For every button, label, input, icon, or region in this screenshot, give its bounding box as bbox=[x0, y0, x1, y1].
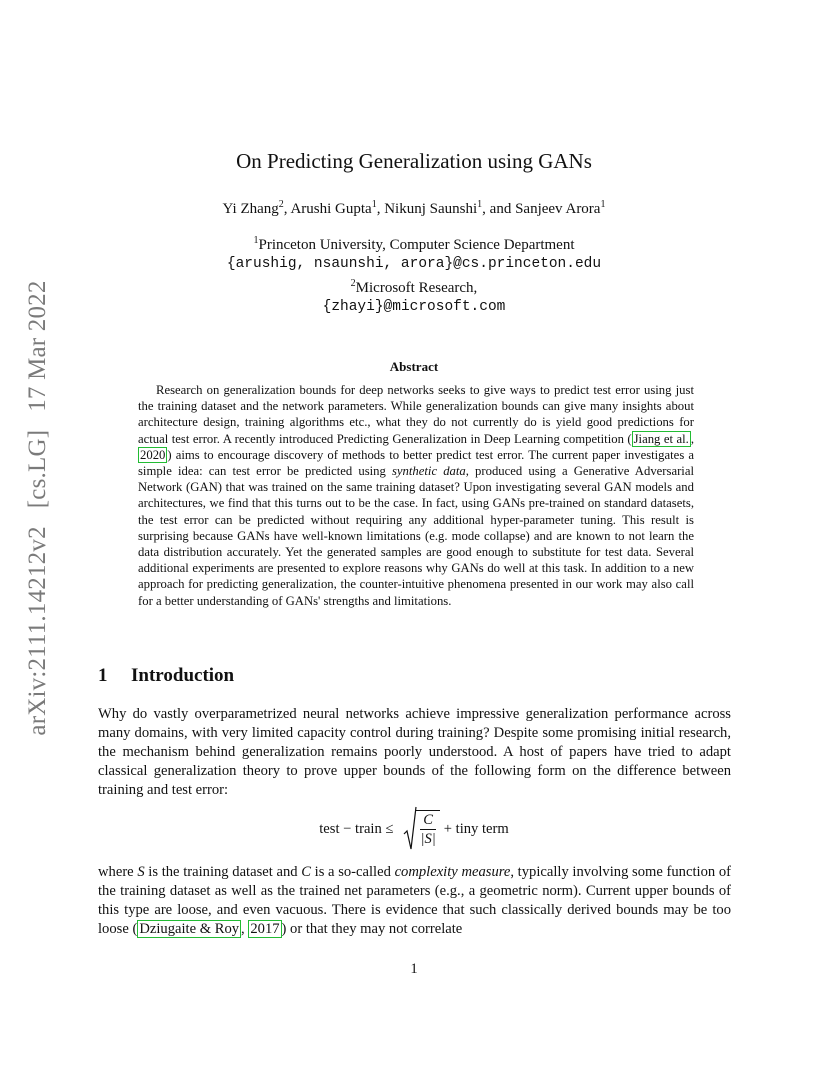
citation-author: Dziugaite & Roy bbox=[139, 921, 240, 937]
equation-rhs: + tiny term bbox=[443, 820, 509, 837]
citation-link[interactable] bbox=[137, 920, 241, 938]
abstract-emphasis: synthetic data bbox=[391, 464, 466, 479]
author-name: Nikunj Saunshi bbox=[384, 201, 478, 217]
intro-paragraph bbox=[98, 863, 731, 939]
paragraph-text: is the training dataset and bbox=[144, 864, 302, 880]
arxiv-date: 17 Mar 2022 bbox=[24, 280, 51, 412]
fraction-numerator: C bbox=[423, 812, 433, 828]
citation-year: 2017 bbox=[250, 921, 280, 937]
paragraph-text: where bbox=[98, 864, 138, 880]
section-title: Introduction bbox=[131, 665, 235, 686]
author-list bbox=[0, 199, 828, 218]
equation-lhs: test − train ≤ bbox=[319, 820, 394, 837]
citation-author: Jiang et al. bbox=[633, 431, 689, 446]
paragraph-text: is a so-called bbox=[310, 864, 395, 880]
sqrt-sign-icon bbox=[403, 806, 417, 852]
affiliations bbox=[0, 231, 828, 317]
fraction bbox=[416, 810, 439, 848]
arxiv-id[interactable]: arXiv:2111.14212v2 bbox=[24, 526, 51, 736]
fraction-denominator: |S| bbox=[420, 831, 436, 847]
abstract-text: ) aims to encourage discovery of methods to better predict test error. The current paper investigates a simple idea: can test error be predicted using bbox=[138, 447, 694, 479]
author-separator: , and bbox=[482, 201, 516, 217]
author-affil-mark: 1 bbox=[600, 199, 606, 210]
section-number: 1 bbox=[98, 665, 108, 686]
citation-sep: , bbox=[690, 431, 694, 446]
affil-mark: 1 bbox=[253, 235, 259, 246]
page-number: 1 bbox=[410, 961, 418, 977]
paragraph-text: , typically involving some function of the training dataset as well as the trained net parameters (e.g., a geometric norm). Current upper bounds of this type are loose, and even vacuous. There is evidence that such classically derived bounds may be too loose ( bbox=[98, 864, 731, 937]
arxiv-stamp bbox=[24, 280, 52, 735]
sqrt-term bbox=[403, 806, 439, 852]
affil-name: Microsoft Research, bbox=[355, 280, 478, 296]
abstract-text: , produced using a Generative Adversarial Network (GAN) that was trained on the same training dataset? Upon investigating several GAN models and architectures, we find that this turns out to be the case. In fact, using GANs pre-trained on standard datasets, the test error can be predicted without requiring any additional hyper-parameter tuning. This result is surprising because GANs have well-known limitations (e.g. mode collapse) and are known to not learn the data distribution accurately. Yet the generated samples are good enough to substitute for test data. Several additional experiments are presented to explore reasons why GANs do well at this task. In addition to a new approach for predicting generalization, the counter-intuitive phenomena presented in our work may also call for a better understanding of GANs' strengths and limitations. bbox=[138, 464, 694, 608]
affiliation-1 bbox=[0, 231, 828, 255]
citation-link[interactable] bbox=[138, 447, 167, 463]
citation-sep: , bbox=[241, 921, 249, 937]
abstract-text: Research on generalization bounds for deep networks seeks to give ways to predict test error using just the training dataset and the network parameters. While generalization bounds can give many insights about architecture design, training algorithms etc., what they do not currently do is yield good predictions for actual test error. A recently introduced Predicting Generalization in Deep Learning competition ( bbox=[138, 383, 694, 446]
author-separator: , bbox=[283, 201, 291, 217]
affil-email: {arushig, nsaunshi, arora}@cs.princeton.edu bbox=[226, 256, 602, 272]
math-symbol: C bbox=[301, 864, 311, 880]
citation-year: 2020 bbox=[140, 447, 166, 462]
citation-link[interactable] bbox=[248, 920, 281, 938]
paragraph-emphasis: complexity measure bbox=[394, 864, 511, 880]
affil-email: {zhayi}@microsoft.com bbox=[322, 299, 506, 315]
citation-link[interactable] bbox=[632, 431, 691, 447]
author-name: Arushi Gupta bbox=[290, 201, 372, 217]
section-heading bbox=[98, 665, 234, 687]
paragraph-text: ) or that they may not correlate bbox=[281, 921, 463, 937]
affil-name: Princeton University, Computer Science Department bbox=[258, 237, 575, 253]
intro-paragraph: Why do vastly overparametrized neural networks achieve impressive generalization performance across many domains, with very limited capacity control during training? Despite some promising initial research, the mechanism behind generalization remains poorly understood. A host of papers have tried to adapt classical generalization theory to prove upper bounds of the following form on the difference between training and test error: bbox=[98, 706, 731, 798]
arxiv-sidebar bbox=[18, 280, 58, 736]
author-name: Sanjeev Arora bbox=[515, 201, 601, 217]
author-affil-mark: 1 bbox=[477, 199, 483, 210]
math-symbol: S bbox=[137, 864, 145, 880]
bound-equation bbox=[0, 806, 828, 852]
author-affil-mark: 2 bbox=[278, 199, 284, 210]
abstract-body bbox=[138, 382, 694, 609]
affil-mark: 2 bbox=[350, 278, 356, 289]
affiliation-2 bbox=[0, 274, 828, 298]
abstract-heading: Abstract bbox=[389, 359, 439, 374]
author-affil-mark: 1 bbox=[371, 199, 377, 210]
author-name: Yi Zhang bbox=[222, 201, 279, 217]
author-separator: , bbox=[376, 201, 385, 217]
paper-title: On Predicting Generalization using GANs bbox=[236, 149, 592, 173]
arxiv-category: [cs.LG] bbox=[24, 429, 51, 509]
